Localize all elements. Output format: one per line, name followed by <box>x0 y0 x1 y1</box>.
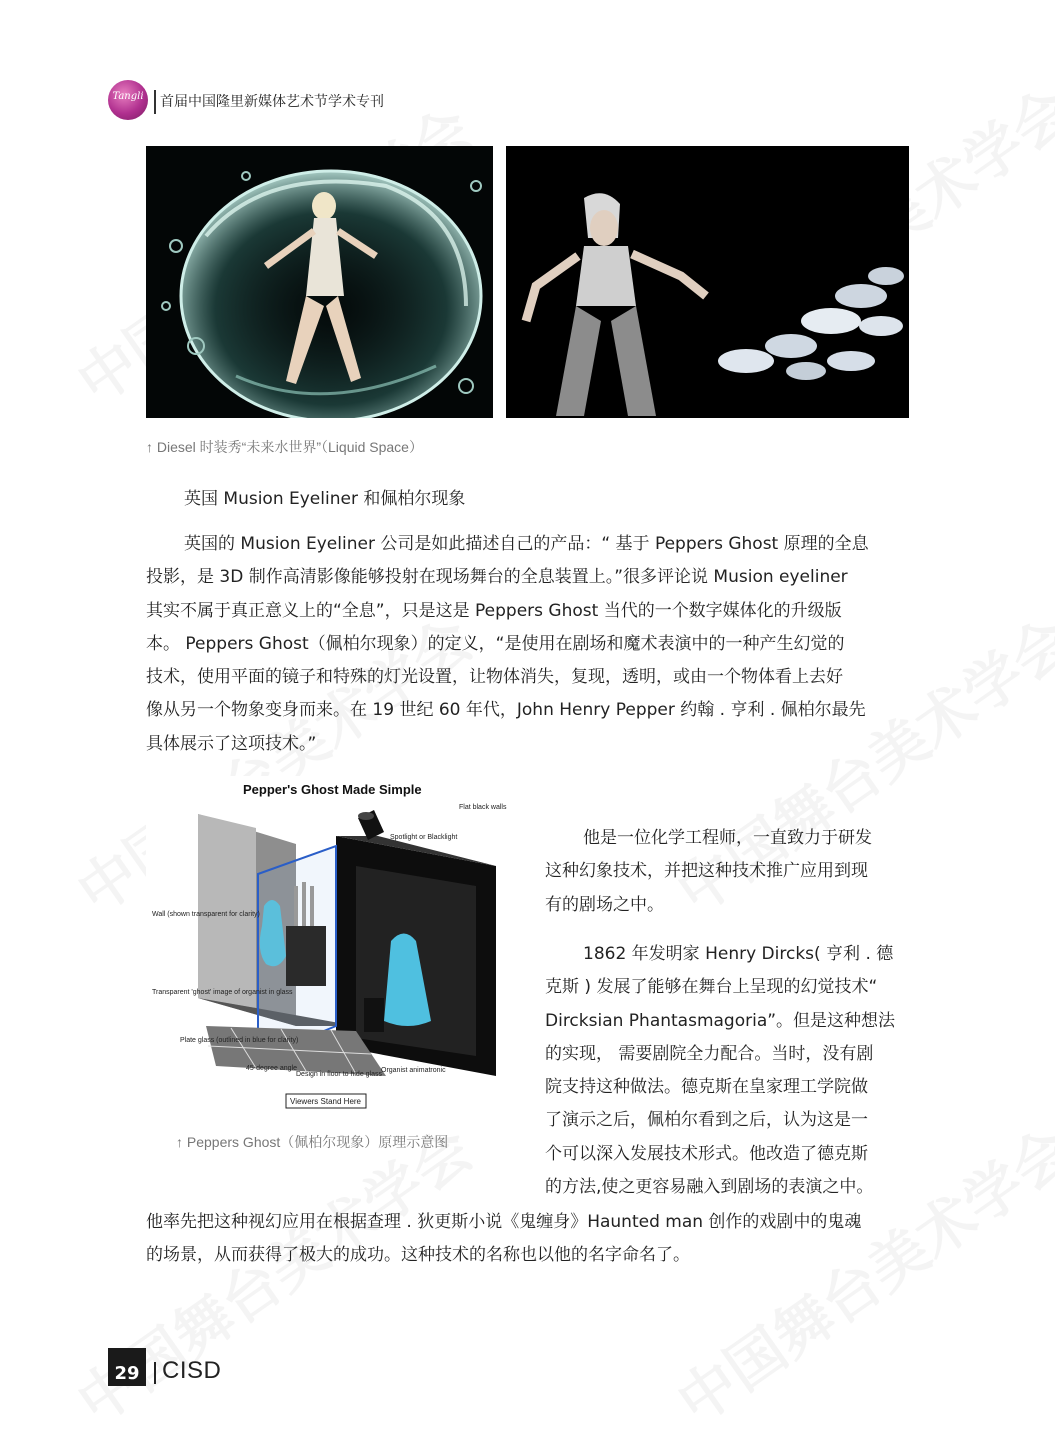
text-line: 1862 年发明家 Henry Dircks( 亨利 . 德 <box>583 944 894 964</box>
text-line: 英国的 Musion Eyeliner 公司是如此描述自己的产品：“ 基于 Peppers Ghost 原理的全息 <box>184 534 869 554</box>
text-line: 的场景，从而获得了极大的成功。这种技术的名称也以他的名字命名了。 <box>146 1245 690 1266</box>
text-line: 像从另一个物象变身而来。在 19 世纪 60 年代，John Henry Pepper 约翰 . 亨利 . 佩柏尔最先 <box>146 700 866 721</box>
paragraph-pepper <box>545 822 908 922</box>
label-angle: 45-degree angle <box>246 1065 297 1072</box>
text-line: 他是一位化学工程师，一直致力于研发 <box>583 828 872 848</box>
label-spotlight: Spotlight or Blacklight <box>390 834 458 841</box>
journal-abbreviation: CISD <box>162 1357 222 1384</box>
dancer-with-fish-swarm-image <box>506 146 909 418</box>
text-line: 了演示之后，佩柏尔看到之后，认为这是一 <box>545 1110 868 1131</box>
text-line: Dircksian Phantasmagoria”。但是这种想法 <box>545 1010 896 1031</box>
text-line: 的实现， 需要剧院全力配合。当时，没有剧 <box>545 1043 874 1064</box>
text-line: 技术，使用平面的镜子和特殊的灯光设置，让物体消失，复现，透明，或由一个物体看上去好 <box>146 667 843 688</box>
journal-title: 首届中国隆里新媒体艺术节学术专刊 <box>160 94 384 110</box>
text-line: 本。 Peppers Ghost（佩柏尔现象）的定义，“是使用在剧场和魔术表演中的一种产生幻觉的 <box>146 633 845 654</box>
label-viewers: Viewers Stand Here <box>290 1097 361 1106</box>
label-design-floor: Design in floor to hide glass <box>296 1071 382 1078</box>
label-flat-black-walls: Flat black walls <box>459 804 507 811</box>
text-line: 他率先把这种视幻应用在根据查理 . 狄更斯小说《鬼缠身》Haunted man 创作的戏剧中的鬼魂 <box>146 1212 862 1232</box>
festival-logo-icon <box>108 80 148 120</box>
text-line: 的方法,使之更容易融入到剧场的表演之中。 <box>545 1177 874 1198</box>
text-line: 院支持这种做法。德克斯在皇家理工学院做 <box>545 1077 868 1098</box>
logo-text: Tangli <box>112 91 144 102</box>
paragraph-musion <box>146 528 908 761</box>
photo-caption: ↑ Diesel 时装秀“未来水世界”（Liquid Space） <box>146 439 423 455</box>
text-line: 具体展示了这项技术。” <box>146 733 317 754</box>
page-number: 29 <box>108 1348 146 1386</box>
section-heading: 英国 Musion Eyeliner 和佩柏尔现象 <box>184 489 466 509</box>
text-line: 这种幻象技术，并把这种技术推广应用到现 <box>545 861 868 882</box>
label-wall: Wall (shown transparent for clarity) <box>152 911 260 918</box>
label-ghost-image: Transparent 'ghost' image of organist in glass <box>152 989 293 996</box>
text-line: 有的剧场之中。 <box>545 894 664 915</box>
diagram-title: Pepper's Ghost Made Simple <box>243 782 422 797</box>
text-line: 克斯 ) 发展了能够在舞台上呈现的幻觉技术“ <box>545 977 878 998</box>
paragraph-dircks <box>545 938 908 1204</box>
fish-dancer-photo <box>506 146 909 418</box>
header-divider <box>154 90 156 114</box>
paragraph-haunted-man <box>146 1206 908 1273</box>
dancer-in-liquid-bubble-image <box>146 146 493 418</box>
bubble-dancer-photo <box>146 146 493 418</box>
footer-divider <box>154 1362 156 1384</box>
text-line: 个可以深入发展技术形式。他改造了德克斯 <box>545 1143 868 1164</box>
label-plate-glass: Plate glass (outlined in blue for clarity) <box>180 1037 299 1044</box>
text-line: 其实不属于真正意义上的“全息”，只是这是 Peppers Ghost 当代的一个数字媒体化的升级版 <box>146 600 842 621</box>
diagram-caption: ↑ Peppers Ghost（佩柏尔现象）原理示意图 <box>176 1134 449 1150</box>
label-organist: Organist animatronic <box>381 1067 446 1074</box>
text-line: 投影，是 3D 制作高清影像能够投射在现场舞台的全息装置上。”很多评论说 Musion eyeliner <box>146 567 848 588</box>
peppers-ghost-diagram <box>146 776 518 1116</box>
